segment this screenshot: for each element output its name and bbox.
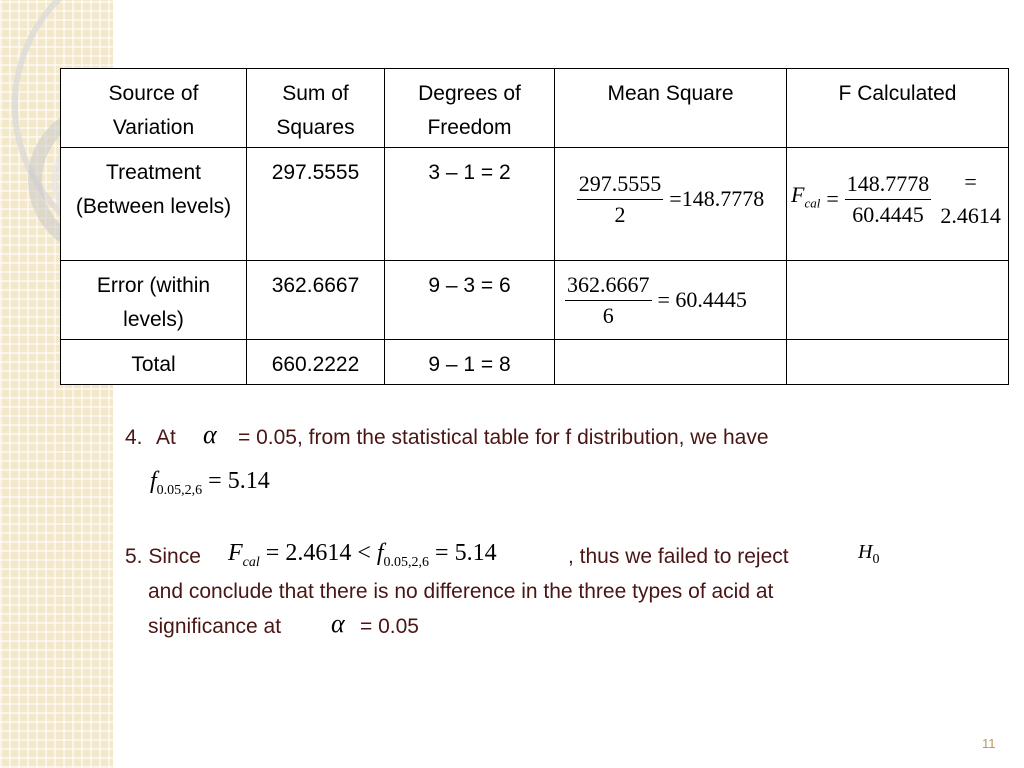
step4-formula (150, 468, 270, 499)
step4-formula-rhs: = 5.14 (208, 468, 270, 494)
row-ss: 660.2222 (247, 340, 385, 385)
table-header-row (61, 69, 1009, 148)
ms-result: =148.7778 (669, 186, 765, 211)
step4-alpha: α (203, 420, 217, 449)
row-df: 3 – 1 = 2 (385, 148, 555, 261)
row-ss: 362.6667 (247, 261, 385, 340)
step5-f2-var: f (376, 540, 384, 566)
step5-line2: and conclude that there is no difference in the three types of acid at (148, 580, 774, 603)
ms-result: = 60.4445 (657, 287, 747, 312)
header-degrees-of-freedom: Degrees of Freedom (385, 69, 555, 148)
row-ms-empty (555, 340, 787, 385)
step4-formula-sub: 0.05,2,6 (156, 482, 203, 498)
row-ms (555, 148, 787, 261)
table-row (61, 148, 1009, 261)
step5-line3: significance at (148, 615, 282, 638)
ms-denominator: 2 (614, 201, 626, 227)
row-source: Error (within levels) (61, 261, 247, 340)
step4-text: = 0.05, from the statistical table for f distribution, we have (238, 426, 769, 449)
page-number: 11 (982, 736, 996, 751)
step5-f2-rhs: = 5.14 (435, 540, 497, 566)
step5-line3-end: = 0.05 (360, 615, 419, 638)
row-ss: 297.5555 (247, 148, 385, 261)
table-row (61, 340, 1009, 385)
row-f (787, 148, 1009, 261)
table-row (61, 261, 1009, 340)
step5-prefix: 5. Since (125, 545, 201, 568)
f-eq: = (826, 186, 839, 211)
row-source: Treatment (Between levels) (61, 148, 247, 261)
step5-f2-sub: 0.05,2,6 (383, 554, 430, 570)
ms-numerator: 362.6667 (565, 270, 652, 301)
step5-f-sub: cal (242, 554, 260, 570)
row-f-empty (787, 340, 1009, 385)
anova-table (60, 68, 1009, 385)
step4-formula-var: f (150, 468, 157, 494)
f-denominator: 60.4445 (852, 201, 924, 227)
f-numerator: 148.7778 (845, 169, 932, 200)
f-sub: cal (804, 195, 821, 211)
row-f-empty (787, 261, 1009, 340)
step5-f-var: F (228, 540, 243, 566)
f-result: = 2.4614 (940, 169, 1001, 228)
step5-h0 (858, 541, 879, 568)
row-source: Total (61, 340, 247, 385)
row-df: 9 – 3 = 6 (385, 261, 555, 340)
step5-alpha: α (331, 609, 345, 638)
header-source: Source of Variation (61, 69, 247, 148)
ms-numerator: 297.5555 (577, 169, 664, 200)
header-f-calculated: F Calculated (787, 69, 1009, 148)
step4-number: 4. (125, 426, 143, 449)
f-var: F (791, 181, 805, 207)
step5-h-var: H (858, 541, 873, 563)
row-ms (555, 261, 787, 340)
step4-at: At (156, 426, 176, 449)
header-mean-square: Mean Square (555, 69, 787, 148)
step5-formula (228, 540, 497, 571)
ms-denominator: 6 (602, 302, 614, 328)
step5-h-sub: 0 (872, 552, 880, 567)
step5-text: , thus we failed to reject (568, 545, 789, 568)
step5-f-mid: = 2.4614 < (265, 540, 371, 566)
header-sum-of-squares: Sum of Squares (247, 69, 385, 148)
row-df: 9 – 1 = 8 (385, 340, 555, 385)
